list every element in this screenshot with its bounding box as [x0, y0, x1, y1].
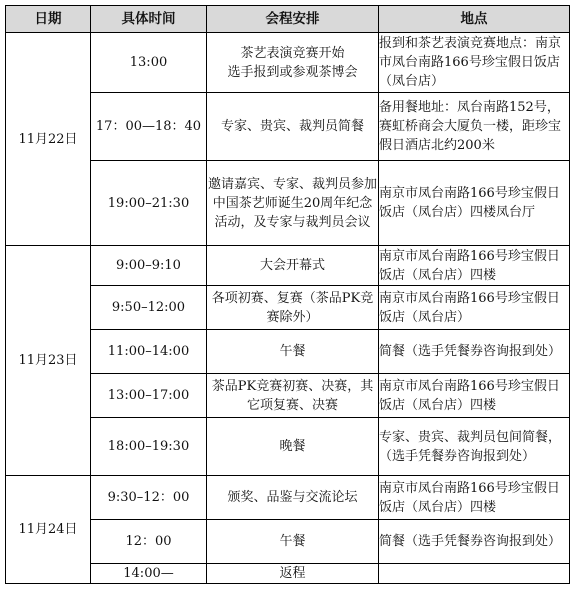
- time-cell: 11:00–14:00: [91, 330, 207, 374]
- table-row: [6, 374, 570, 418]
- table-row: [6, 330, 570, 374]
- time-cell: 9:50–12:00: [91, 286, 207, 330]
- table-row: [6, 476, 570, 520]
- time-cell: 13:00: [91, 33, 207, 93]
- time-cell: 13:00–17:00: [91, 374, 207, 418]
- location-cell: 南京市凤台南路166号珍宝假日饭店（凤台店）四楼: [379, 246, 570, 286]
- location-cell: 简餐（选手凭餐券咨询报到处）: [379, 330, 570, 374]
- location-cell: 报到和茶艺表演竞赛地点：南京市凤台南路166号珍宝假日饭店（凤台店）: [379, 33, 570, 93]
- table-row: [6, 418, 570, 476]
- table-row: [6, 286, 570, 330]
- location-cell: 简餐（选手凭餐券咨询报到处）: [379, 520, 570, 564]
- date-cell: 11月24日: [6, 476, 91, 584]
- table-row: [6, 564, 570, 584]
- time-cell: 17：00—18：40: [91, 93, 207, 161]
- arrangement-cell: 各项初赛、复赛（茶品PK竞赛除外）: [207, 286, 379, 330]
- time-cell: 9:00–9:10: [91, 246, 207, 286]
- location-cell: 南京市凤台南路166号珍宝假日饭店（凤台店）: [379, 286, 570, 330]
- location-cell: 专家、贵宾、裁判员包间简餐，（选手凭餐券咨询报到处）: [379, 418, 570, 476]
- table-row: [6, 520, 570, 564]
- header-date: 日期: [6, 6, 91, 33]
- header-location: 地点: [379, 6, 570, 33]
- arrangement-cell: 午餐: [207, 330, 379, 374]
- date-cell: 11月23日: [6, 246, 91, 476]
- arrangement-cell: 返程: [207, 564, 379, 584]
- location-cell: 南京市凤台南路166号珍宝假日饭店（凤台店）四楼: [379, 476, 570, 520]
- arrangement-cell: 专家、贵宾、裁判员简餐: [207, 93, 379, 161]
- arrangement-cell: 晚餐: [207, 418, 379, 476]
- header-arrangement: 会程安排: [207, 6, 379, 33]
- location-cell: 南京市凤台南路166号珍宝假日饭店（凤台店）四楼凤台厅: [379, 161, 570, 246]
- header-row: [6, 6, 570, 33]
- arrangement-cell: 颁奖、品鉴与交流论坛: [207, 476, 379, 520]
- time-cell: 9:30–12：00: [91, 476, 207, 520]
- table-row: [6, 246, 570, 286]
- location-cell: [379, 564, 570, 584]
- schedule-table: [5, 5, 570, 584]
- arrangement-cell: 大会开幕式: [207, 246, 379, 286]
- table-row: [6, 93, 570, 161]
- table-row: [6, 161, 570, 246]
- table-row: [6, 33, 570, 93]
- date-cell: 11月22日: [6, 33, 91, 246]
- time-cell: 19:00–21:30: [91, 161, 207, 246]
- arrangement-cell: 茶品PK竞赛初赛、决赛，其它项复赛、决赛: [207, 374, 379, 418]
- time-cell: 12：00: [91, 520, 207, 564]
- location-cell: 备用餐地址：凤台南路152号，赛虹桥商会大厦负一楼，距珍宝假日酒店北约200米: [379, 93, 570, 161]
- header-time: 具体时间: [91, 6, 207, 33]
- location-cell: 南京市凤台南路166号珍宝假日饭店（凤台店）四楼: [379, 374, 570, 418]
- arrangement-cell: 午餐: [207, 520, 379, 564]
- arrangement-cell: 茶艺表演竞赛开始 选手报到或参观茶博会: [207, 33, 379, 93]
- arrangement-cell: 邀请嘉宾、专家、裁判员参加中国茶艺师诞生20周年纪念活动，及专家与裁判员会议: [207, 161, 379, 246]
- time-cell: 14:00—: [91, 564, 207, 584]
- time-cell: 18:00–19:30: [91, 418, 207, 476]
